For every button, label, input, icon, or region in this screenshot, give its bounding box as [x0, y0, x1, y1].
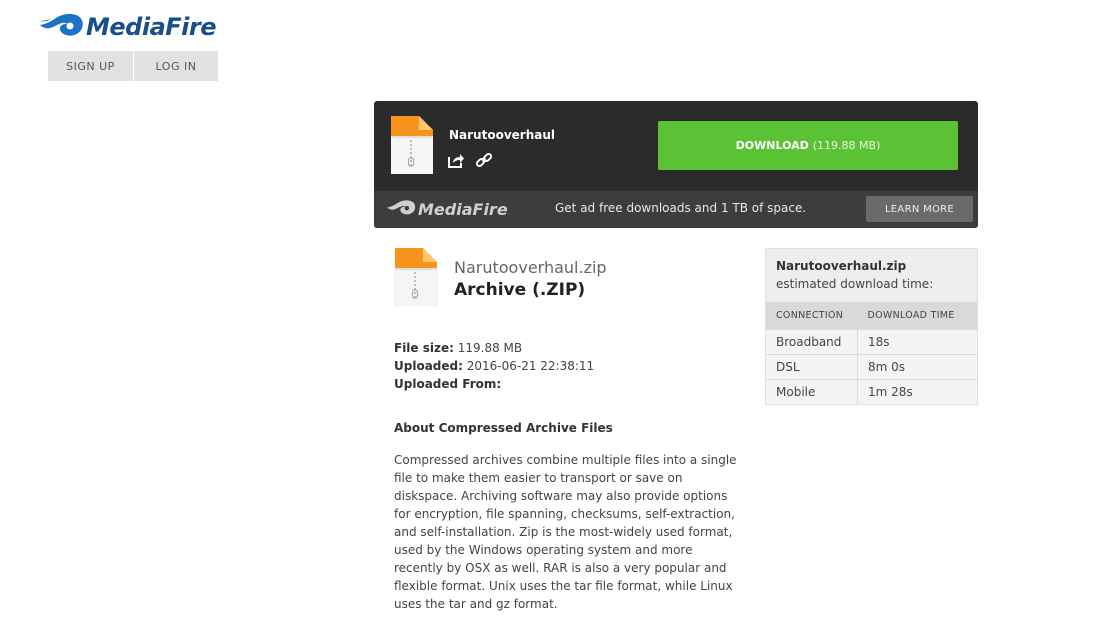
uploaded-value: 2016-06-21 22:38:11: [466, 359, 595, 373]
connection-cell: Mobile: [766, 380, 858, 405]
estimate-table: [766, 302, 977, 404]
link-icon[interactable]: [475, 151, 493, 173]
uploaded-row: [394, 357, 594, 375]
logo-text: MediaFire: [86, 13, 216, 41]
promo-bar: [374, 191, 978, 228]
table-row: [766, 380, 977, 405]
file-type: Archive (.ZIP): [454, 280, 586, 300]
download-label: DOWNLOAD: [735, 139, 809, 152]
download-estimate-panel: [765, 248, 978, 405]
mediafire-logo[interactable]: [38, 12, 216, 42]
login-button[interactable]: LOG IN: [134, 51, 218, 81]
time-cell: 8m 0s: [858, 355, 978, 380]
estimate-header: [766, 249, 977, 302]
estimate-filename: Narutooverhaul.zip: [776, 259, 907, 273]
time-cell: 18s: [858, 330, 978, 355]
about-text: Compressed archives combine multiple files into a single file to make them easier to transport or save on diskspace. Archiving software may also provide options for encryption, file spanning, checksums, self-extraction, and self-installation. Zip is the most-widely used format, used by the Windows operating system and more recently by OSX as well. RAR is also a very popular and flexible format. Unix uses the tar file format, while Linux uses the tar and gz format.: [394, 453, 737, 611]
zip-file-icon: [391, 116, 433, 178]
connection-cell: DSL: [766, 355, 858, 380]
download-panel: [374, 101, 978, 228]
promo-logo: [386, 199, 508, 220]
file-size-label: File size:: [394, 341, 454, 355]
table-row: [766, 355, 977, 380]
download-button[interactable]: [658, 121, 958, 170]
file-name: Narutooverhaul.zip: [454, 258, 607, 277]
download-size: (119.88 MB): [812, 139, 881, 152]
flame-logo-icon: [386, 199, 416, 220]
file-size-row: [394, 339, 594, 357]
estimate-subtitle: estimated download time:: [776, 277, 934, 291]
download-filename: Narutooverhaul: [449, 128, 556, 142]
connection-cell: Broadband: [766, 330, 858, 355]
signup-button[interactable]: SIGN UP: [48, 51, 133, 81]
file-size-value: 119.88 MB: [457, 341, 523, 355]
col-connection: CONNECTION: [766, 302, 858, 330]
flame-logo-icon: [38, 12, 84, 42]
time-cell: 1m 28s: [858, 380, 978, 405]
promo-logo-text: MediaFire: [418, 200, 508, 219]
uploaded-label: Uploaded:: [394, 359, 463, 373]
col-download-time: DOWNLOAD TIME: [858, 302, 978, 330]
promo-text: Get ad free downloads and 1 TB of space.: [555, 201, 807, 215]
auth-buttons: [48, 51, 219, 81]
share-icon[interactable]: [447, 151, 465, 173]
zip-file-icon: [394, 248, 438, 310]
table-header-row: [766, 302, 977, 330]
learn-more-button[interactable]: LEARN MORE: [866, 196, 973, 222]
uploaded-from-row: [394, 375, 594, 393]
table-row: [766, 330, 977, 355]
uploaded-from-label: Uploaded From:: [394, 377, 502, 391]
about-title: About Compressed Archive Files: [394, 421, 613, 435]
file-meta: [394, 339, 594, 393]
